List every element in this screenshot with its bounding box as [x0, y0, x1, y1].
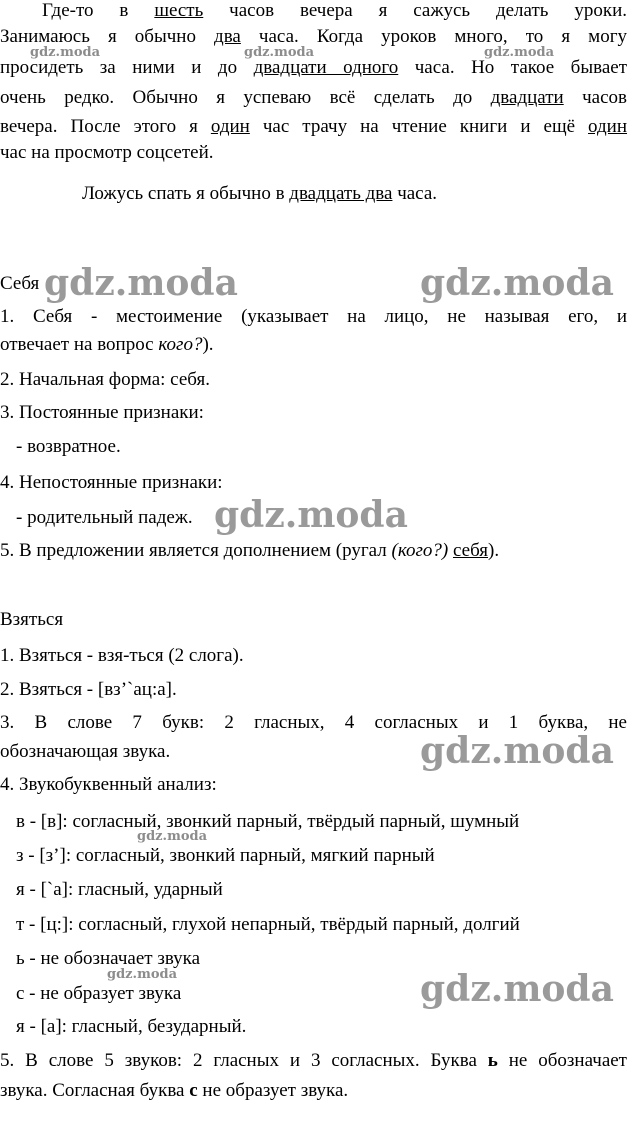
vzyatsya-item1: 1. Взяться - взя-ться (2 слога).: [0, 645, 244, 666]
sebya-item4a: - родительный падеж.: [16, 507, 193, 528]
sound-row: в - [в]: согласный, звонкий парный, твёрдый парный, шумный: [16, 811, 520, 832]
para1-line6: час на просмотр соцсетей.: [0, 142, 214, 163]
sebya-item5: 5. В предложении является дополнением (ругал (кого?) себя).: [0, 540, 500, 561]
watermark-small: gdz.moda: [30, 45, 101, 60]
sebya-item2: 2. Начальная форма: себя.: [0, 369, 210, 390]
sebya-title: Себя: [0, 273, 40, 294]
para1-line3: просидеть за ними и до двадцати одного часа. Но такое бывает: [0, 57, 627, 78]
watermark-small: gdz.moda: [484, 45, 555, 60]
para1-line5: вечера. После этого я один час трачу на чтение книги и ещё один: [0, 116, 627, 137]
watermark-large: gdz.moda: [44, 262, 238, 304]
vzyatsya-item3a: 3. В слове 7 букв: 2 гласных, 4 согласных и 1 буква, не: [0, 712, 627, 733]
sound-row: я - [`а]: гласный, ударный: [16, 879, 223, 900]
watermark-large: gdz.moda: [214, 494, 408, 536]
vzyatsya-title: Взяться: [0, 609, 64, 630]
para1-line2: Занимаюсь я обычно два часа. Когда уроков много, то я могу: [0, 26, 627, 47]
vzyatsya-item2: 2. Взяться - [вз’`ац:а].: [0, 679, 177, 700]
sound-row: я - [а]: гласный, безударный.: [16, 1016, 247, 1037]
watermark-large: gdz.moda: [420, 968, 614, 1010]
sebya-item1a: 1. Себя - местоимение (указывает на лицо, не называя его, и: [0, 306, 627, 327]
sound-row: ь - не обозначает звука: [16, 948, 201, 969]
sound-row: з - [з’]: согласный, звонкий парный, мягкий парный: [16, 845, 435, 866]
sebya-item3a: - возвратное.: [16, 436, 121, 457]
watermark-small: gdz.moda: [244, 45, 315, 60]
watermark-small: gdz.moda: [137, 829, 208, 844]
watermark-small: gdz.moda: [107, 967, 178, 982]
vzyatsya-item3b: обозначающая звука.: [0, 741, 171, 762]
vzyatsya-item4: 4. Звукобуквенный анализ:: [0, 774, 217, 795]
para1-line4: очень редко. Обычно я успеваю всё сделать до двадцати часов: [0, 87, 627, 108]
sebya-item1b: отвечает на вопрос кого?).: [0, 334, 214, 355]
vzyatsya-item5b: звука. Согласная буква с не образует звука.: [0, 1080, 349, 1101]
sebya-item3: 3. Постоянные признаки:: [0, 402, 204, 423]
watermark-large: gdz.moda: [420, 262, 614, 304]
watermark-large: gdz.moda: [420, 730, 614, 772]
sound-row: с - не образует звука: [16, 983, 182, 1004]
vzyatsya-item5a: 5. В слове 5 звуков: 2 гласных и 3 согласных. Буква ь не обозначает: [0, 1050, 627, 1071]
sebya-item4: 4. Непостоянные признаки:: [0, 472, 223, 493]
sound-row: т - [ц:]: согласный, глухой непарный, твёрдый парный, долгий: [16, 914, 520, 935]
para1-line1: Где-то в шесть часов вечера я сажусь делать уроки.: [42, 0, 627, 21]
para1-line7: Ложусь спать я обычно в двадцать два часа.: [82, 183, 438, 204]
